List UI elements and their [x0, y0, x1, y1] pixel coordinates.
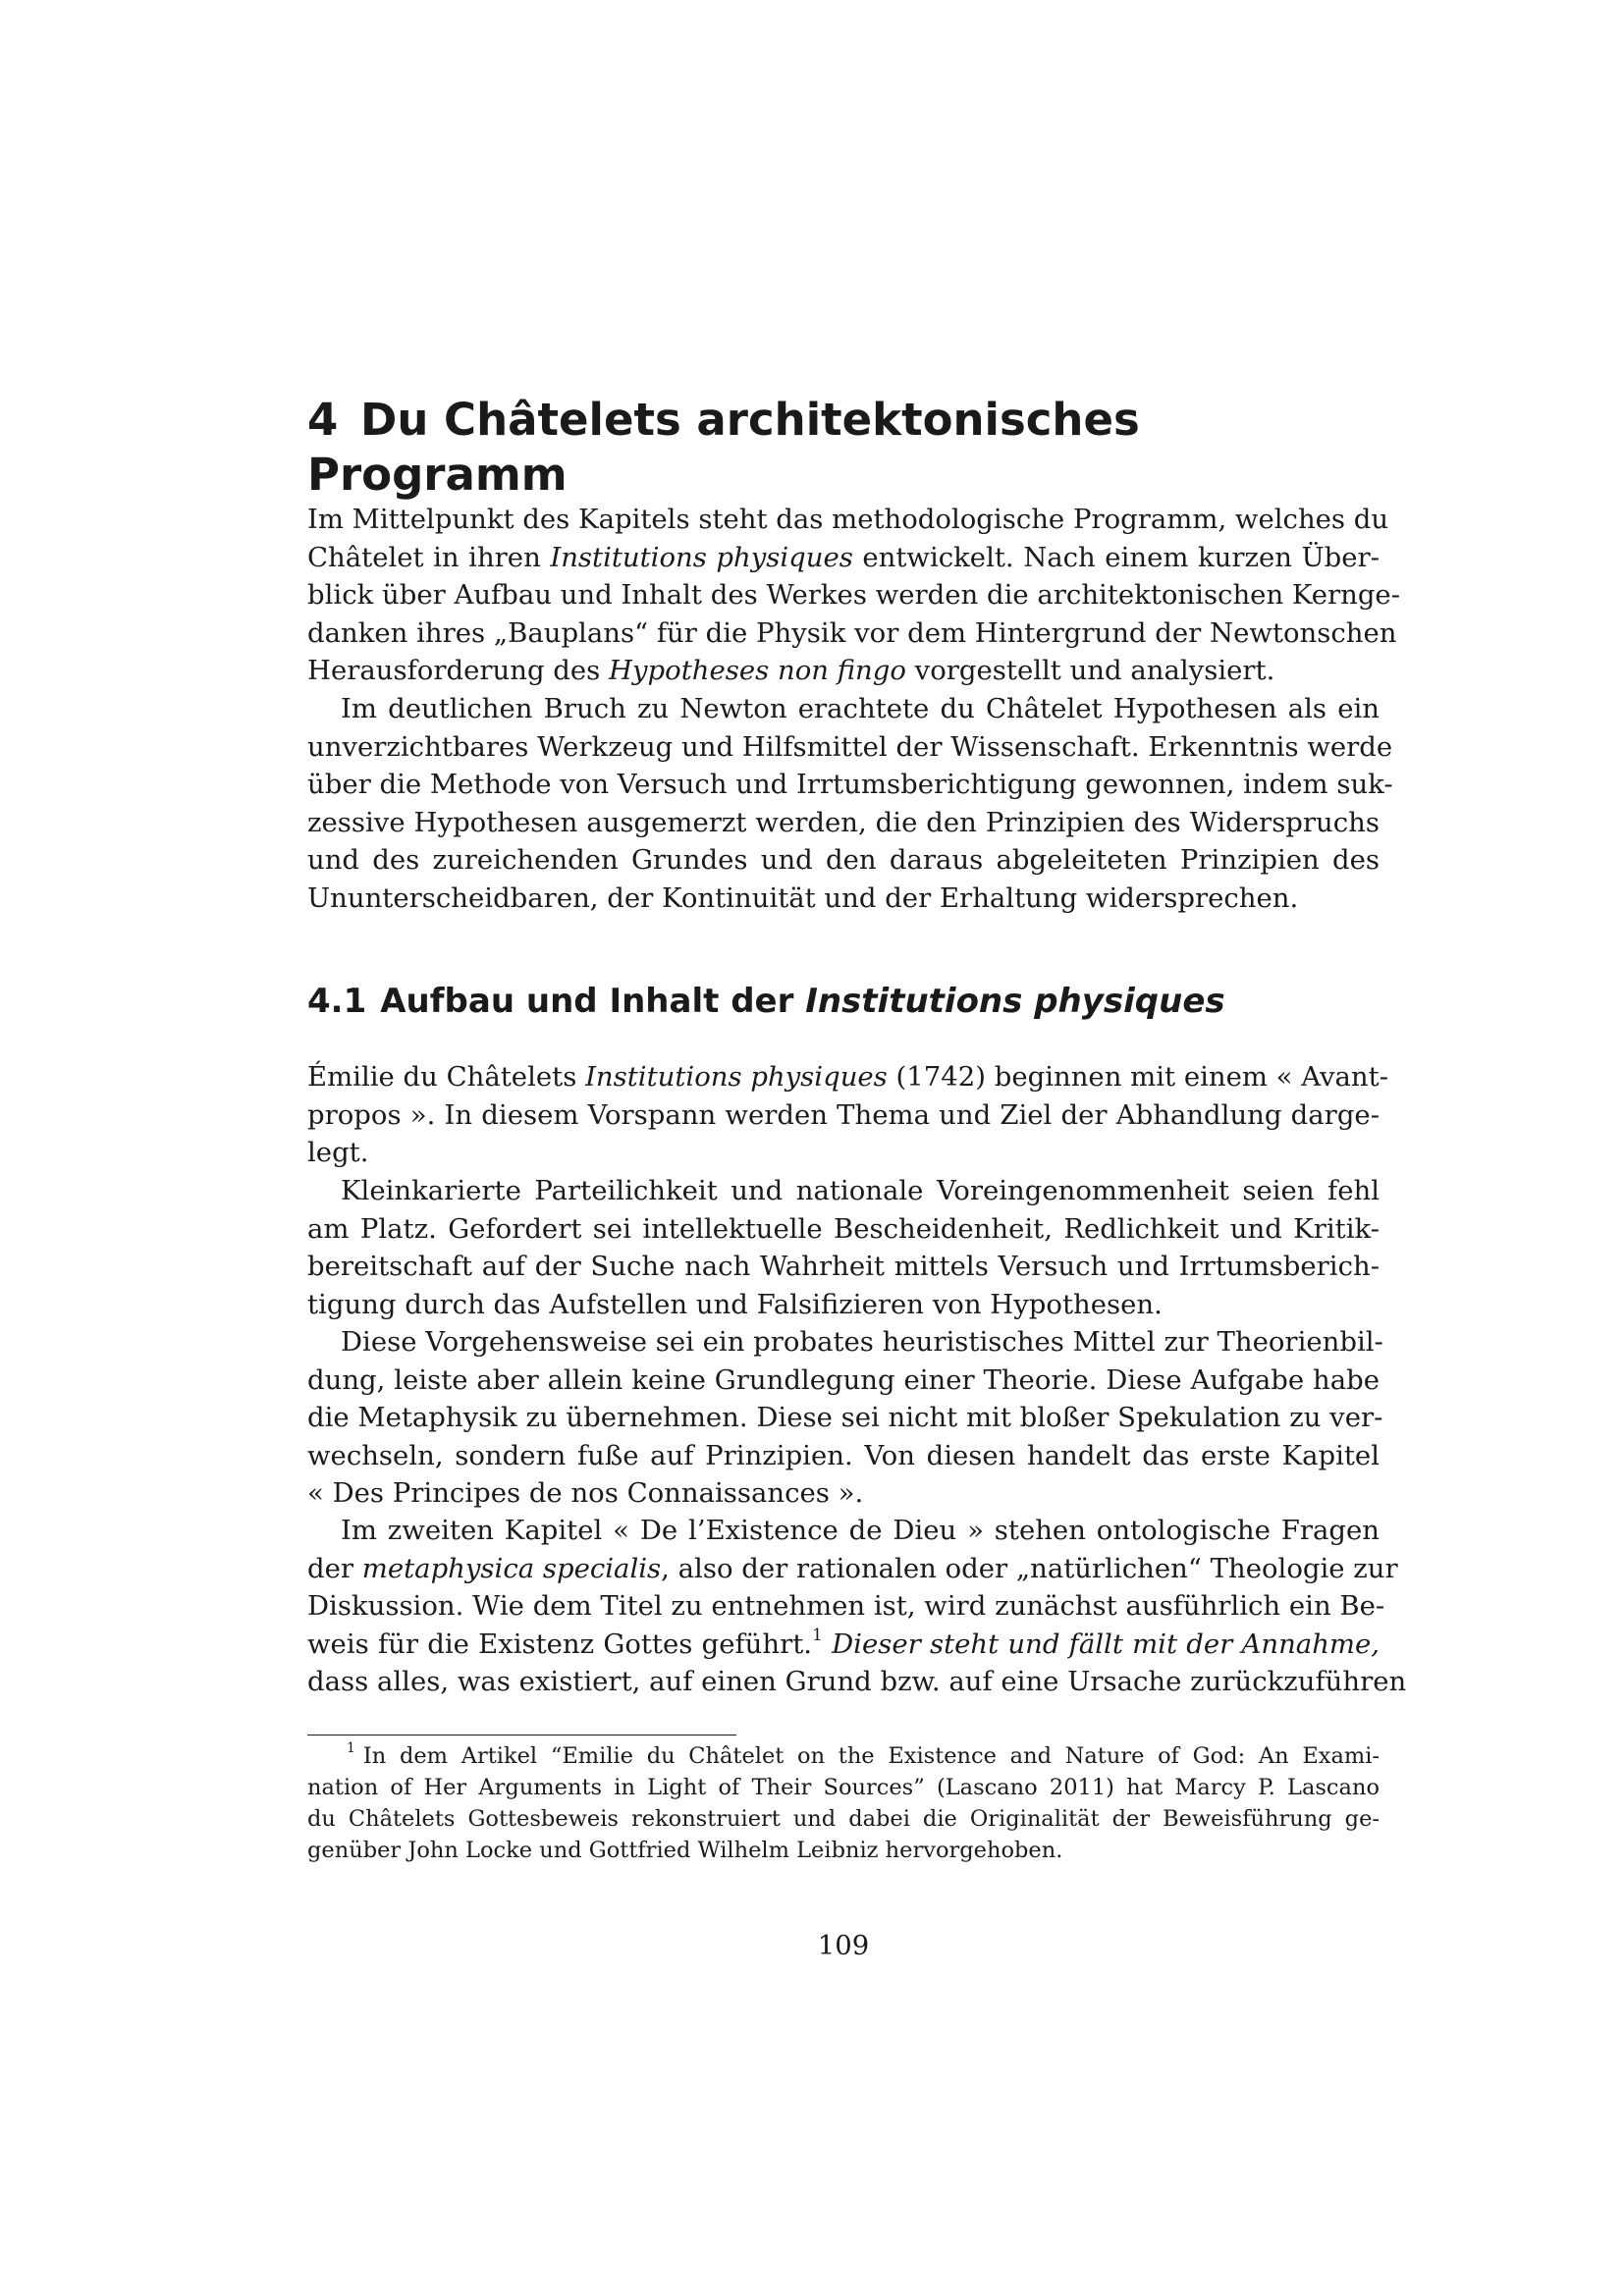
section-paragraph-1	[307, 1058, 1388, 1172]
section-number: 4.1	[307, 982, 367, 1021]
section-paragraph-4	[307, 1512, 1407, 1701]
text-line: danken ihres „Bauplans“ für die Physik vor dem Hintergrund der Newtonschen	[307, 616, 1397, 649]
italic-text: Institutions physiques	[550, 541, 853, 573]
text-line: Diese Vorgehensweise sei ein probates heuristisches Mittel zur Theorienbil-	[341, 1326, 1383, 1358]
text-line: und des zureichenden Grundes und den daraus abgeleiteten Prinzipien des	[307, 844, 1380, 876]
footnote-number: 1	[347, 1740, 355, 1757]
text-line: weis für die Existenz Gottes geführt.$^1$ Dieser steht und fällt mit der Annahme,	[307, 1625, 1380, 1660]
section-paragraph-3	[307, 1323, 1383, 1513]
text-line: der metaphysica specialis, also der rationalen oder „natürlichen“ Theologie zur	[307, 1552, 1398, 1584]
footnote-line: genüber John Locke und Gottfried Wilhelm Leibniz hervorgehoben.	[307, 1838, 1063, 1863]
text-line: tigung durch das Aufstellen und Falsifizieren von Hypothesen.	[307, 1288, 1163, 1320]
intro-paragraph-1	[307, 501, 1400, 690]
italic-text: Hypotheses non fingo	[609, 655, 906, 686]
text-line: die Metaphysik zu übernehmen. Diese sei nicht mit bloßer Spekulation zu ver-	[307, 1402, 1383, 1433]
text-line: wechseln, sondern fuße auf Prinzipien. Von diesen handelt das erste Kapitel	[307, 1439, 1380, 1471]
page-number: 109	[817, 1930, 870, 1961]
text-line: Herausforderung des Hypotheses non fingo vorgestellt und analysiert.	[307, 655, 1275, 686]
text-line: über die Methode von Versuch und Irrtumsberichtigung gewonnen, indem suk-	[307, 769, 1393, 800]
text-line: Im zweiten Kapitel « De l’Existence de Dieu » stehen ontologische Fragen	[341, 1515, 1380, 1546]
chapter-title-text: Du Châtelets architektonisches Programm	[307, 394, 1140, 501]
italic-text: Institutions physiques	[585, 1061, 888, 1093]
text-line: unverzichtbares Werkzeug und Hilfsmittel der Wissenschaft. Erkenntnis werde	[307, 730, 1393, 763]
footnote-line: du Châtelets Gottesbeweis rekonstruiert und dabei die Originalität der Beweisführung ge-	[307, 1806, 1380, 1832]
section-paragraph-2	[307, 1172, 1380, 1323]
text-line: zessive Hypothesen ausgemerzt werden, die den Prinzipien des Widerspruchs	[307, 806, 1380, 838]
italic-text: Dieser steht und fällt mit der Annahme,	[822, 1628, 1380, 1660]
intro-paragraph-2	[307, 690, 1393, 917]
text-line: blick über Aufbau und Inhalt des Werkes werden die architektonischen Kernge-	[307, 579, 1400, 611]
text-line: « Des Principes de nos Connaissances ».	[307, 1477, 864, 1509]
chapter-title	[307, 393, 1380, 503]
footnote-marker: 1	[812, 1625, 823, 1645]
text-line: am Platz. Gefordert sei intellektuelle Bescheidenheit, Redlichkeit und Kritik-	[307, 1212, 1380, 1245]
text-line: dass alles, was existiert, auf einen Grund bzw. auf eine Ursache zurückzuführen	[307, 1666, 1407, 1697]
text-line: Im Mittelpunkt des Kapitels steht das methodologische Programm, welches du	[307, 504, 1389, 535]
text-line: Kleinkarierte Parteilichkeit und nationale Voreingenommenheit seien fehl	[341, 1175, 1380, 1206]
section-title-prefix: Aufbau und Inhalt der	[380, 982, 806, 1021]
text-line: Im deutlichen Bruch zu Newton erachtete du Châtelet Hypothesen als ein	[341, 693, 1380, 724]
section-title	[307, 977, 1225, 1026]
section-title-italic: Institutions physiques	[805, 982, 1225, 1021]
text-line: dung, leiste aber allein keine Grundlegung einer Theorie. Diese Aufgabe habe	[307, 1363, 1380, 1396]
footnote-line: nation of Her Arguments in Light of Their Sources” (Lascano 2011) hat Marcy P. Lascano	[307, 1775, 1380, 1800]
text-line: bereitschaft auf der Suche nach Wahrheit mittels Versuch und Irrtumsberich-	[307, 1251, 1380, 1282]
footnote-line: $^1$ In dem Artikel “Emilie du Châtelet on the Existence and Nature of God: An Exami-	[347, 1740, 1380, 1769]
text-line: legt.	[307, 1137, 369, 1168]
text-line: Diskussion. Wie dem Titel zu entnehmen ist, wird zunächst ausführlich ein Be-	[307, 1590, 1385, 1622]
text-line: propos ». In diesem Vorspann werden Thema und Ziel der Abhandlung darge-	[307, 1098, 1380, 1131]
footnote	[307, 1740, 1380, 1866]
text-line: Châtelet in ihren Institutions physiques entwickelt. Nach einem kurzen Über-	[307, 541, 1380, 573]
italic-text: metaphysica specialis	[361, 1552, 662, 1584]
text-line: Émilie du Châtelets Institutions physiques (1742) beginnen mit einem « Avant-	[307, 1061, 1388, 1093]
chapter-number: 4	[307, 394, 339, 446]
text-line: Ununterscheidbaren, der Kontinuität und der Erhaltung widersprechen.	[307, 881, 1299, 914]
